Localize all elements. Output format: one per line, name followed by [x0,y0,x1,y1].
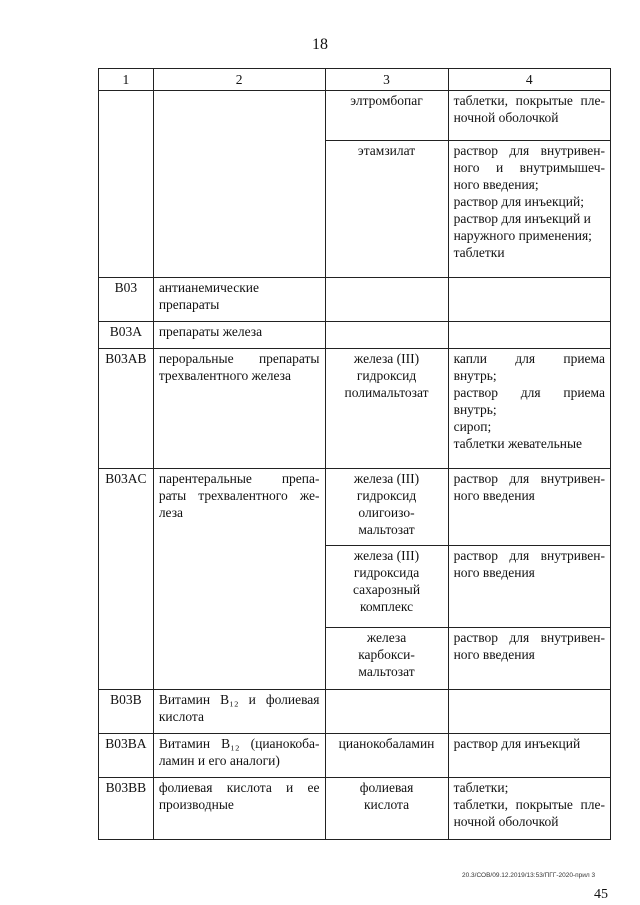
dosage-form-line: таблетки; [453,780,509,795]
table-row [99,778,611,840]
dosage-form-cell [448,469,610,546]
drug-name-cell [325,778,448,840]
table-row [99,690,611,734]
drug-name-line: мальтозат [358,664,415,679]
table-row [99,91,611,141]
drug-name-cell [325,734,448,778]
atc-code-cell: B03 [99,278,154,322]
dosage-form-line: таблетки жевательные [453,436,583,451]
dosage-form-line: таблетки [453,245,505,260]
dosage-form-cell [448,278,610,322]
table-row [99,349,611,469]
group-name-line: ламин и его аналоги) [158,753,280,768]
dosage-form-line: капли для приема [453,351,605,366]
group-name-line: антианемические [158,280,260,295]
drug-name-cell [325,349,448,469]
drug-name-line: гидроксида [353,565,420,580]
group-name-line: кислота [158,709,204,724]
group-name-line: препараты [158,297,220,312]
dosage-form-line: внутрь; [453,368,497,383]
drug-list-table [98,68,611,840]
drug-name-line: сахарозный [353,582,421,597]
dosage-form-cell [448,322,610,349]
atc-code-cell [99,91,154,278]
anatomical-group-cell [153,469,325,690]
atc-code-cell: B03AB [99,349,154,469]
table-body [99,91,611,840]
dosage-form-line: сироп; [453,419,492,434]
dosage-form-cell [448,628,610,690]
drug-name-line: цианокобаламин [338,736,435,751]
drug-name-line: гидроксид [356,488,417,503]
group-name-line: Витамин B₁₂ и фолиевая [158,692,320,707]
atc-code-cell: B03BA [99,734,154,778]
drug-name-cell [325,278,448,322]
drug-name-cell [325,322,448,349]
table-row [99,734,611,778]
atc-code-cell: B03B [99,690,154,734]
column-header-1: 1 [99,69,154,91]
dosage-form-line: раствор для внутривен- [453,143,605,158]
anatomical-group-cell [153,349,325,469]
atc-code-cell: B03AC [99,469,154,690]
dosage-form-line: ночной оболочкой [453,110,559,125]
column-header-2: 2 [153,69,325,91]
group-name-line: Витамин B₁₂ (цианокоба- [158,736,320,751]
footer-document-code: 20.3/СОВ/09.12.2019/13:53/ПГГ-2020-прил 3 [462,872,596,879]
group-name-line: раты трехвалентного же- [158,488,320,503]
drug-name-line: железа (III) [353,471,420,486]
group-name-line: пероральные препараты [158,351,320,366]
drug-name-cell [325,546,448,628]
dosage-form-line: таблетки, покрытые пле- [453,93,605,108]
dosage-form-cell [448,734,610,778]
page-number: 18 [312,36,328,53]
drug-name-line: полимальтозат [344,385,429,400]
anatomical-group-cell [153,778,325,840]
dosage-form-line: ного введения [453,565,535,580]
dosage-form-cell [448,349,610,469]
table-header-row [99,69,611,91]
drug-name-line: железа [366,630,407,645]
anatomical-group-cell [153,690,325,734]
dosage-form-cell [448,690,610,734]
table-row [99,322,611,349]
dosage-form-line: раствор для внутривен- [453,548,605,563]
group-name-line: производные [158,797,234,812]
anatomical-group-cell [153,278,325,322]
dosage-form-line: внутрь; [453,402,497,417]
drug-name-line: комплекс [360,599,414,614]
dosage-form-line: наружного применения; [453,228,592,243]
drug-name-line: мальтозат [358,522,415,537]
drug-name-cell [325,690,448,734]
drug-name-line: железа (III) [353,351,420,366]
dosage-form-cell [448,778,610,840]
drug-name-line: элтромбопаг [350,93,423,108]
drug-name-cell [325,628,448,690]
column-header-3: 3 [325,69,448,91]
dosage-form-line: раствор для инъекций; [453,194,584,209]
column-header-4: 4 [448,69,610,91]
drug-name-line: гидроксид [356,368,417,383]
group-name-line: препараты железа [158,324,263,339]
drug-name-line: фолиевая [359,780,414,795]
drug-name-line: этамзилат [357,143,416,158]
group-name-line: леза [158,505,184,520]
drug-name-line: карбокси- [358,647,415,662]
dosage-form-line: ного и внутримышеч- [453,160,605,175]
dosage-form-line: раствор для внутривен- [453,630,605,645]
group-name-line: парентеральные препа- [158,471,320,486]
dosage-form-line: ного введения [453,647,535,662]
atc-code-cell: B03BB [99,778,154,840]
anatomical-group-cell [153,322,325,349]
drug-name-cell [325,469,448,546]
group-name-line: фолиевая кислота и ее [158,780,320,795]
dosage-form-cell [448,546,610,628]
drug-name-cell [325,91,448,141]
dosage-form-line: раствор для инъекций [453,736,581,751]
dosage-form-line: ного введения; [453,177,539,192]
dosage-form-line: раствор для приема [453,385,605,400]
atc-code-cell: B03A [99,322,154,349]
dosage-form-line: ночной оболочкой [453,814,559,829]
dosage-form-line: раствор для внутривен- [453,471,605,486]
dosage-form-line: раствор для инъекций и [453,211,591,226]
anatomical-group-cell [153,734,325,778]
table-row [99,278,611,322]
drug-name-line: железа (III) [353,548,420,563]
dosage-form-cell [448,91,610,141]
dosage-form-cell [448,141,610,278]
drug-name-cell [325,141,448,278]
group-name-line: трехвалентного железа [158,368,292,383]
drug-name-line: кислота [363,797,410,812]
dosage-form-line: таблетки, покрытые пле- [453,797,605,812]
table-row [99,469,611,546]
footer-page-number: 45 [594,887,608,902]
anatomical-group-cell [153,91,325,278]
drug-name-line: олигоизо- [358,505,415,520]
dosage-form-line: ного введения [453,488,535,503]
